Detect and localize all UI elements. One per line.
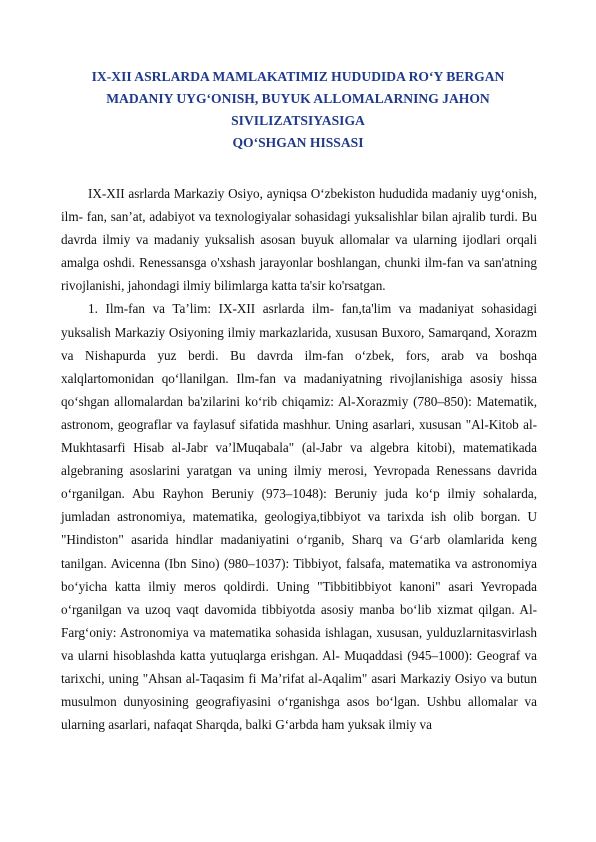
title-line: MADANIY UYG‘ONISH, BUYUK ALLOMALARNING JAHON xyxy=(106,91,490,106)
body-paragraph-intro: IX-XII asrlarda Markaziy Osiyo, ayniqsa O‘zbekiston hududida madaniy uyg‘onish, ilm- fan, san’at, adabiyot va texnologiyalar sohasidagi yuksalishlar bilan ajralib turdi. Bu davrda ilmiy va madaniy yuksalish asosan buyuk allomalar va ularning ijodlari orqali amalga oshdi. Renessansga o'xshash jarayonlar boshlangan, chunki ilm-fan va san'atning rivojlanishi, jahondagi ilmiy bilimlarga katta ta'sir ko'rsatgan. xyxy=(61,186,537,294)
document-body xyxy=(61,182,537,736)
title-line: QO‘SHGAN HISSASI xyxy=(232,135,364,150)
title-line: SIVILIZATSIYASIGA xyxy=(231,113,365,128)
document-title xyxy=(60,66,536,154)
title-line: IX-XII ASRLARDA MAMLAKATIMIZ HUDUDIDA RO‘Y BERGAN xyxy=(91,69,505,84)
body-paragraph-science: 1. Ilm-fan va Ta’lim: IX-XII asrlarda ilm- fan,ta'lim va madaniyat sohasidagi yuksalish Markaziy Osiyoning ilmiy markazlarida, xususan Buxoro, Samarqand, Xorazm va Nishapurda yuz berdi. Bu davrda ilm-fan o‘zbek, fors, arab va boshqa xalqlartomonidan qo‘llanilgan. Ilm-fan va madaniyatning rivojlanishiga asosiy hissa qo‘shgan allomalardan ba'zilarini ko‘rib chiqamiz: Al-Xorazmiy (780–850): Matematik, astronom, geograflar va faylasuf sifatida mashhur. Uning asarlari, xususan "Al-Kitob al- Mukhtasarfi Hisab al-Jabr va’lMuqabala" (al-Jabr va algebra kitobi), matematikada algebraning asoslarini yaratgan va uning ilmiy merosi, Yevropada Renessans davrida o‘rganilgan. Abu Rayhon Beruniy (973–1048): Beruniy juda ko‘p ilmiy sohalarda, jumladan astronomiya, matematika, geologiya,tibbiyot va tarixda ish olib borgan. U "Hindiston" asarida hindlar madaniyatini o‘rganib, Sharq va G‘arb olamlarida keng tanilgan. Avicenna (Ibn Sino) (980–1037): Tibbiyot, falsafa, matematika va astronomiya bo‘yicha katta ilmiy meros qoldirdi. Uning "Tibbitibbiyot kanoni" asari Yevropada o‘rganilgan va uzoq vaqt davomida tibbiyotda asosiy manba bo‘lib xizmat qilgan. Al-Farg‘oniy: Astronomiya va matematika sohasida ishlagan, xususan, yulduzlarnitasvirlash va ularni hisoblashda katta yutuqlarga erishgan. Al- Muqaddasi (945–1000): Geograf va tarixchi, uning "Ahsan al-Taqasim fi Ma’rifat al-Aqalim" asari Markaziy Osiyo va butun musulmon dunyosining geografiyasini o‘rganishga asos bo‘lgan. Ushbu allomalar va ularning asarlari, nafaqat Sharqda, balki G‘arbda ham yuksak ilmiy va xyxy=(61,301,537,733)
